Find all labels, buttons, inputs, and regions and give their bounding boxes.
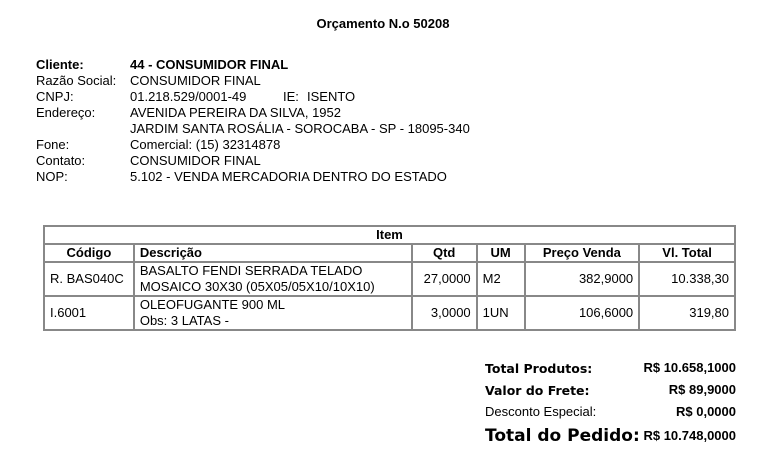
page-title: Orçamento N.o 50208: [316, 16, 450, 31]
cell-total: 319,80: [639, 296, 735, 330]
cell-descricao: [134, 262, 412, 296]
frete-label: Valor do Frete:: [485, 383, 590, 398]
endereco-line1: AVENIDA PEREIRA DA SILVA, 1952: [130, 105, 341, 120]
cliente-label: Cliente:: [36, 57, 84, 72]
header-um: UM: [477, 244, 525, 262]
header-preco: Preço Venda: [525, 244, 640, 262]
total-pedido-label: Total do Pedido:: [485, 426, 640, 446]
cell-preco: 106,6000: [525, 296, 640, 330]
header-total: Vl. Total: [639, 244, 735, 262]
table-row: [44, 296, 735, 330]
desc-line: Obs: 3 LATAS -: [139, 313, 229, 328]
nop-value: 5.102 - VENDA MERCADORIA DENTRO DO ESTADO: [130, 169, 447, 184]
contato-label: Contato:: [36, 153, 86, 168]
frete-value: R$ 89,9000: [668, 382, 736, 397]
header-descricao: Descrição: [134, 244, 412, 262]
cell-um: 1UN: [477, 296, 525, 330]
cell-total: 10.338,30: [639, 262, 735, 296]
razao-label: Razão Social:: [36, 73, 117, 88]
nop-label: NOP:: [36, 169, 68, 184]
desconto-value: R$ 0,0000: [676, 404, 736, 419]
cell-codigo: I.6001: [44, 296, 134, 330]
cell-qtd: 3,0000: [412, 296, 477, 330]
cnpj-label: CNPJ:: [36, 89, 74, 104]
endereco-line2: JARDIM SANTA ROSÁLIA - SOROCABA - SP - 18095-340: [130, 121, 470, 136]
header-qtd: Qtd: [412, 244, 477, 262]
items-table: [43, 225, 736, 331]
cell-qtd: 27,0000: [412, 262, 477, 296]
total-produtos-label: Total Produtos:: [485, 361, 593, 376]
table-header-row: [44, 244, 735, 262]
desconto-label: Desconto Especial:: [485, 404, 597, 419]
fone-label: Fone:: [36, 137, 70, 152]
table-row: [44, 262, 735, 296]
cell-preco: 382,9000: [525, 262, 640, 296]
cell-um: M2: [477, 262, 525, 296]
cell-codigo: R. BAS040C: [44, 262, 134, 296]
total-produtos-value: R$ 10.658,1000: [643, 360, 736, 375]
endereco-label: Endereço:: [36, 105, 96, 120]
desc-line: MOSAICO 30X30 (05X05/05X10/10X10): [139, 279, 375, 294]
table-caption: Item: [44, 226, 735, 244]
razao-value: CONSUMIDOR FINAL: [130, 73, 261, 88]
ie-label: IE:: [283, 89, 299, 104]
desc-line: OLEOFUGANTE 900 ML: [139, 297, 286, 312]
desc-line: BASALTO FENDI SERRADA TELADO: [139, 263, 363, 278]
contato-value: CONSUMIDOR FINAL: [130, 153, 261, 168]
fone-value: Comercial: (15) 32314878: [130, 137, 281, 152]
cell-descricao: [134, 296, 412, 330]
ie-value: ISENTO: [307, 89, 356, 104]
cnpj-value: 01.218.529/0001-49: [130, 89, 247, 104]
total-pedido-value: R$ 10.748,0000: [643, 428, 736, 443]
cliente-value: 44 - CONSUMIDOR FINAL: [130, 57, 289, 72]
header-codigo: Código: [44, 244, 134, 262]
